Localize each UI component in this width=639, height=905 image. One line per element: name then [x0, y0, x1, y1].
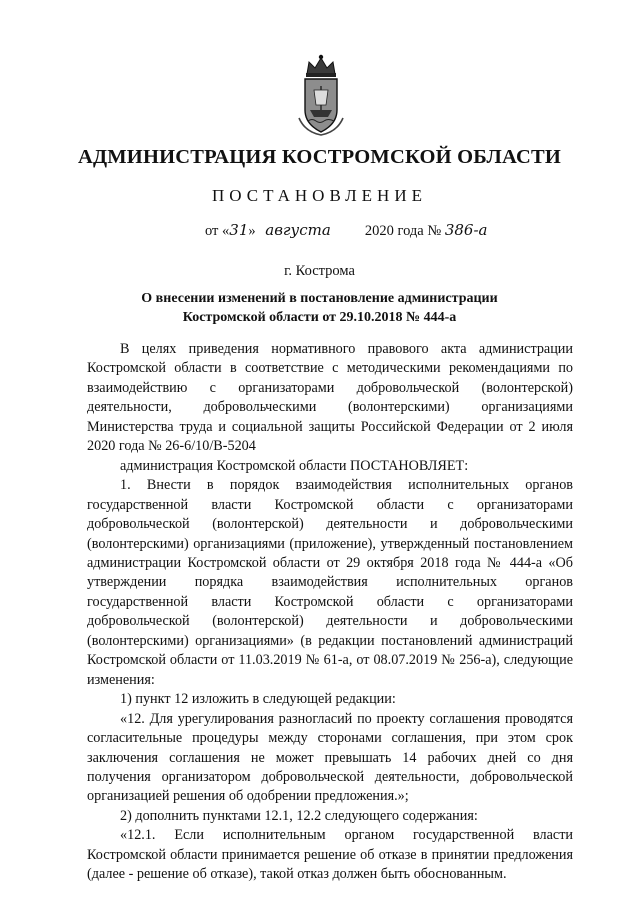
date-prefix: от « [205, 223, 230, 239]
body-paragraph: 1) пункт 12 изложить в следующей редакции: [120, 691, 396, 708]
date-year-number-label: 2020 года № [364, 223, 442, 239]
document-city: г. Кострома [284, 263, 355, 279]
document-date-number [205, 221, 487, 240]
body-paragraph: администрация Костромской области ПОСТАНОВЛЯЕТ: [120, 457, 469, 474]
body-paragraph: 1. Внести в порядок взаимодействия исполнительных органов государственной власти Костромской области с организаторами добровольческой (волонтерской) деятельности и добровольческими (волонтерскими) организациями (приложение), утвержденный постановлением администрации Костромской области от 29 октября 2018 года № 444-а «Об утверждении порядка взаимодействия исполнительных органов государственной власти Костромской области с организаторами добровольческой (волонтерской) деятельности и добровольческими (волонтерскими) организациями» (в редакции постановлений администраций Костромской области от 11.03.2019 № 61-а, от 08.07.2019 № 256-а), следующие изменения: [87, 477, 573, 688]
body-paragraph: В целях приведения нормативного правового акта администрации Костромской области в соответствие с методическими рекомендациями по взаимодействию с организаторами добровольческой (волонтерской) деятельности, добровольческими (волонтерскими) организациями Министерства труда и социальной защиты Российской Федерации от 2 июля 2020 года № 26-6/10/В-5204 [87, 341, 573, 455]
document-body [87, 340, 573, 885]
document-type: ПОСТАНОВЛЕНИЕ [211, 186, 427, 205]
body-paragraph: «12. Для урегулирования разногласий по проекту соглашения проводятся согласительные процедуры между сторонами соглашения, при этом срок заключения соглашения не может превышать 14 рабочих дней со дня получения организатором добровольческой деятельности, добровольческой организацией решения об одобрении предложения.»; [87, 710, 573, 805]
body-paragraph: «12.1. Если исполнительным органом государственной власти Костромской области принимается решение об отказе в принятии предложения (далее - решение об отказе), такой отказ должен быть обоснованным. [87, 827, 573, 883]
document-subject [0, 289, 639, 327]
body-paragraph: 2) дополнить пунктами 12.1, 12.2 следующего содержания: [120, 807, 478, 824]
date-day-close: » [248, 223, 256, 239]
subject-line-2: Костромской области от 29.10.2018 № 444-а [182, 310, 457, 325]
kostroma-coat-of-arms-icon [295, 52, 347, 136]
document-number: 386-а [444, 221, 488, 239]
organization-name: АДМИНИСТРАЦИЯ КОСТРОМСКОЙ ОБЛАСТИ [77, 146, 562, 168]
date-day: 31 [229, 221, 249, 239]
date-month: августа [265, 221, 331, 239]
subject-line-1: О внесении изменений в постановление администрации [141, 291, 498, 306]
